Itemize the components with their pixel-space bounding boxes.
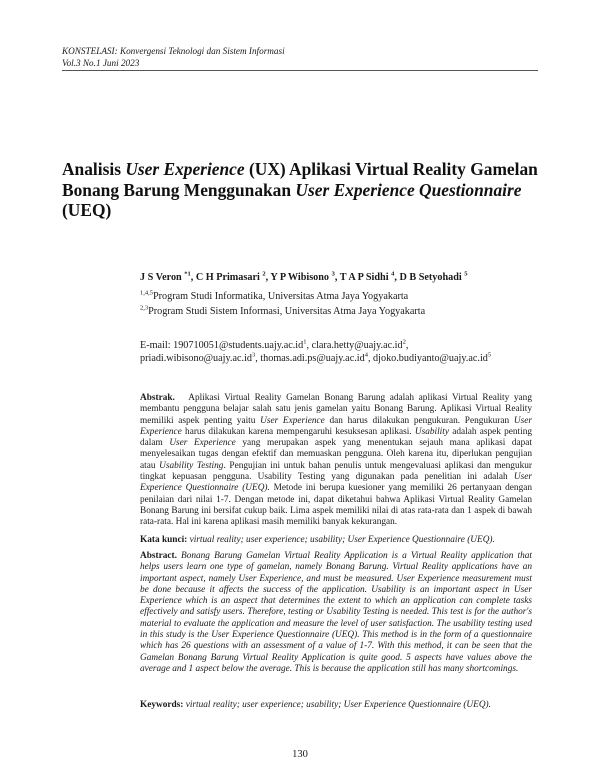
- kata-kunci: Kata kunci: virtual reality; user experience; usability; User Experience Questionnaire (UEQ).: [140, 535, 495, 545]
- keywords: Keywords: virtual reality; user experience; usability; User Experience Questionnaire (UEQ).: [140, 700, 491, 710]
- journal-name: KONSTELASI: Konvergensi Teknologi dan Sistem Informasi: [62, 46, 285, 56]
- affiliation: $^{2,3}$Program Studi Sistem Informasi, Universitas Atma Jaya Yogyakarta: [140, 304, 426, 317]
- author-name: C H Primasari: [195, 272, 260, 283]
- abstrak-label: Abstrak.: [140, 393, 175, 403]
- journal-header: [62, 46, 285, 69]
- author-name: T A P Sidhi: [339, 272, 389, 283]
- email-link[interactable]: clara.hetty@uajy.ac.id: [311, 340, 403, 351]
- abstract-paragraph: Abstract. Bonang Barung Gamelan Virtual Reality Application is a Virtual Reality application that helps users learn one type of gamelan, namely Bonang Barung. Virtual Reality applications have an important aspect, namely User Experience, and must be measured. User Experience measurement must be done because it affects the success of the application. Usability is an important aspect in User Experience which is an aspect that determines the extent to which an application can complete tasks effectively and satisfy users. Therefore, testing or Usability Testing is needed. This test is for the author's material to evaluate the application and measure the level of user satisfaction. The usability testing used in this study is the User Experience Questionnaire (UEQ). This method is in the form of a questionnaire which has 26 questions with an assessment of a value of 1-7. With this method, it can be seen that the Gamelan Bonang Barung Virtual Reality Application is quite good. 5 aspects have values above the average and 1 aspect below the average. This is because the application still has many shortcomings.: [140, 551, 532, 674]
- author-name: Y P Wibisono: [270, 272, 330, 283]
- author-list: J S Veron $^{*1}$, C H Primasari $^2$, Y P Wibisono $^3$, T A P Sidhi $^4$, D B Setyohadi $^5$: [140, 270, 468, 283]
- abstract-label: Abstract.: [140, 551, 177, 561]
- author-name: J S Veron: [140, 272, 182, 283]
- affiliation: $^{1,4,5}$Program Studi Informatika, Universitas Atma Jaya Yogyakarta: [140, 289, 409, 302]
- paper-title: Analisis User Experience (UX) Aplikasi Virtual Reality Gamelan Bonang Barung Menggunakan User Experience Questionnaire (UEQ): [62, 159, 538, 220]
- abstrak-paragraph: Abstrak. Aplikasi Virtual Reality Gamelan Bonang Barung adalah aplikasi Virtual Reality yang membantu pengguna belajar salah satu jenis gamelan yaitu Bonang Barung. Aplikasi Virtual Reality memiliki aspek penting yaitu User Experience dan harus dilakukan pengukuran. Pengukuran User Experience harus dilakukan karena mempengaruhi kesuksesan aplikasi. Usability adalah aspek penting dalam User Experience yang merupakan aspek yang menentukan sejauh mana aplikasi dapat menyelesaikan tugas dengan efektif dan memuaskan pengguna. Oleh karena itu, diperlukan pengujian atau Usability Testing. Pengujian ini untuk bahan penulis untuk mengevaluasi aplikasi dan mengukur tingkat kepuasan pengguna. Usability Testing yang digunakan pada penelitian ini adalah User Experience Questionnaire (UEQ). Metode ini berupa kuesioner yang memiliki 26 pertanyaan dengan penilaian dari nilai 1-7. Dengan metode ini, dapat diketahui bahwa Aplikasi Virtual Reality Gamelan Bonang Barung ini bersifat cukup baik. Lima aspek memiliki nilai di atas rata-rata dan 1 aspek di bawah rata-rata. Hal ini karena aplikasi masih memiliki banyak kekurangan.: [140, 393, 532, 528]
- email-block: E-mail: $190710051@students.uajy.ac.id^1$, $clara.hetty@uajy.ac.id^2$, $priadi.wibisono@uajy.ac.id^3$, $thomas.adi.ps@uajy.ac.id^4$, $djoko.budiyanto@uajy.ac.id^5$: [140, 338, 492, 364]
- email-link[interactable]: thomas.adi.ps@uajy.ac.id: [260, 353, 365, 364]
- author-name: D B Setyohadi: [399, 272, 462, 283]
- email-link[interactable]: 190710051@students.uajy.ac.id: [173, 340, 304, 351]
- journal-issue: Vol.3 No.1 Juni 2023: [62, 57, 140, 68]
- email-link[interactable]: priadi.wibisono@uajy.ac.id: [140, 353, 252, 364]
- email-link[interactable]: djoko.budiyanto@uajy.ac.id: [373, 353, 488, 364]
- page-number: 130: [292, 749, 308, 760]
- header-divider: [62, 70, 538, 71]
